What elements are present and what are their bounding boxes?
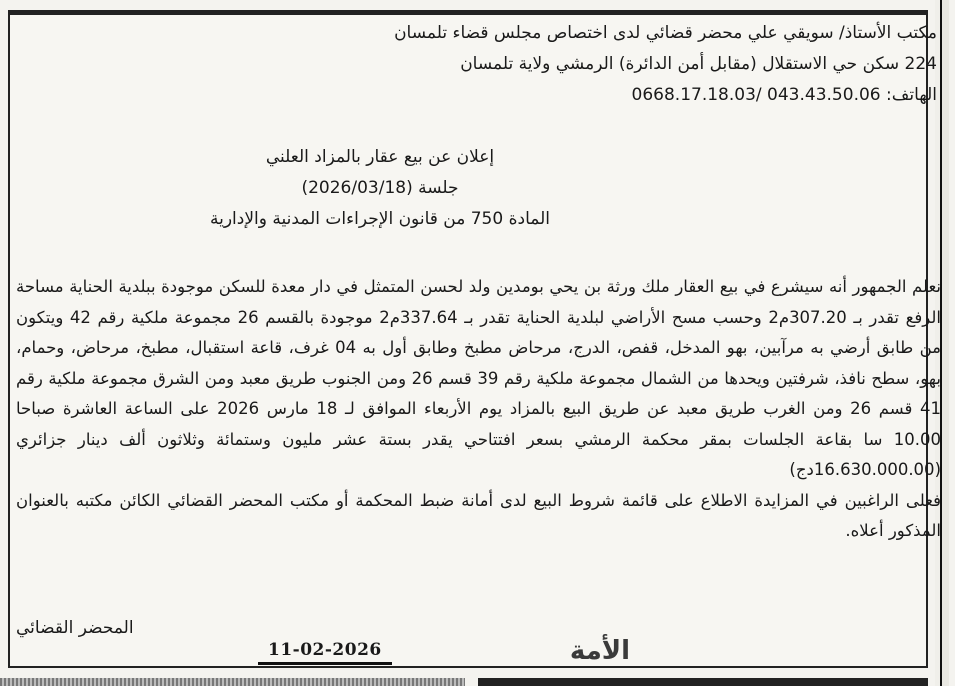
office-address: 224 سكن حي الاستقلال (مقابل أمن الدائرة) الرمشي ولاية تلمسان: [460, 54, 937, 74]
announcement-heading: [150, 142, 610, 235]
announcement-title: إعلان عن بيع عقار بالمزاد العلني: [265, 147, 495, 167]
sale-details-paragraph: نعلم الجمهور أنه سيشرع في بيع العقار ملك ورثة بن يحي بومدين ولد لحسن المتمثل في دار معدة للسكن موجودة ببلدية الحناية مساحة الرفع تقدر بـ 307.20م2 وحسب مسح الأراضي لبلدية الحناية تقدر بـ 337.64م2 موجودة بالقسم 26 مجموعة ملكية رقم 42 ويتكون من طابق أرضي به مرآبين، بهو المدخل، قفص، الدرج، مرحاض مطبخ وطابق أول به 04 غرف، قاعة استقبال، مطبخ، مرحاض، وحمام، بهو، سطح نافذ، شرفتين ويحدها من الشمال مجموعة ملكية رقم 39 قسم 26 ومن الجنوب طريق معبد ومن الشرق مجموعة ملكية رقم 41 قسم 26 ومن الغرب طريق معبد عن طريق البيع بالمزاد يوم الأربعاء الموافق لـ 18 مارس 2026 على الساعة العاشرة صباحا 10.00 سا بقاعة الجلسات بمقر محكمة الرمشي بسعر افتتاحي يقدر بستة عشر مليون وستمائة وثلاثون ألف دينار جزائري (16.630.000.00دج): [16, 277, 942, 479]
top-rule: [10, 12, 926, 15]
el-oumma-logo: [540, 632, 660, 666]
office-phone: الهاتف: 043.43.50.06 /0668.17.18.03: [631, 85, 937, 105]
publication-date: 11-02-2026: [258, 640, 392, 665]
bidders-notice-paragraph: فعلى الراغبين في المزايدة الاطلاع على قائمة شروط البيع لدى أمانة ضبط المحكمة أو مكتب المحضر القضائي الكائن مكتبه بالعنوان المذكور أعلاه.: [16, 490, 941, 540]
office-header: [137, 18, 937, 111]
logo-text: الأمة: [569, 636, 631, 666]
announcement-body: [16, 272, 941, 547]
office-name: مكتب الأستاذ/ سويقي علي محضر قضائي لدى اختصاص مجلس قضاء تلمسان: [394, 23, 937, 43]
legal-article: المادة 750 من قانون الإجراءات المدنية والإدارية: [210, 209, 550, 229]
next-article-strip-left: [0, 678, 465, 686]
next-article-strip-right: [478, 678, 928, 686]
session-date: جلسة (2026/03/18): [301, 178, 459, 198]
bailiff-signature: المحضر القضائي: [16, 618, 134, 638]
